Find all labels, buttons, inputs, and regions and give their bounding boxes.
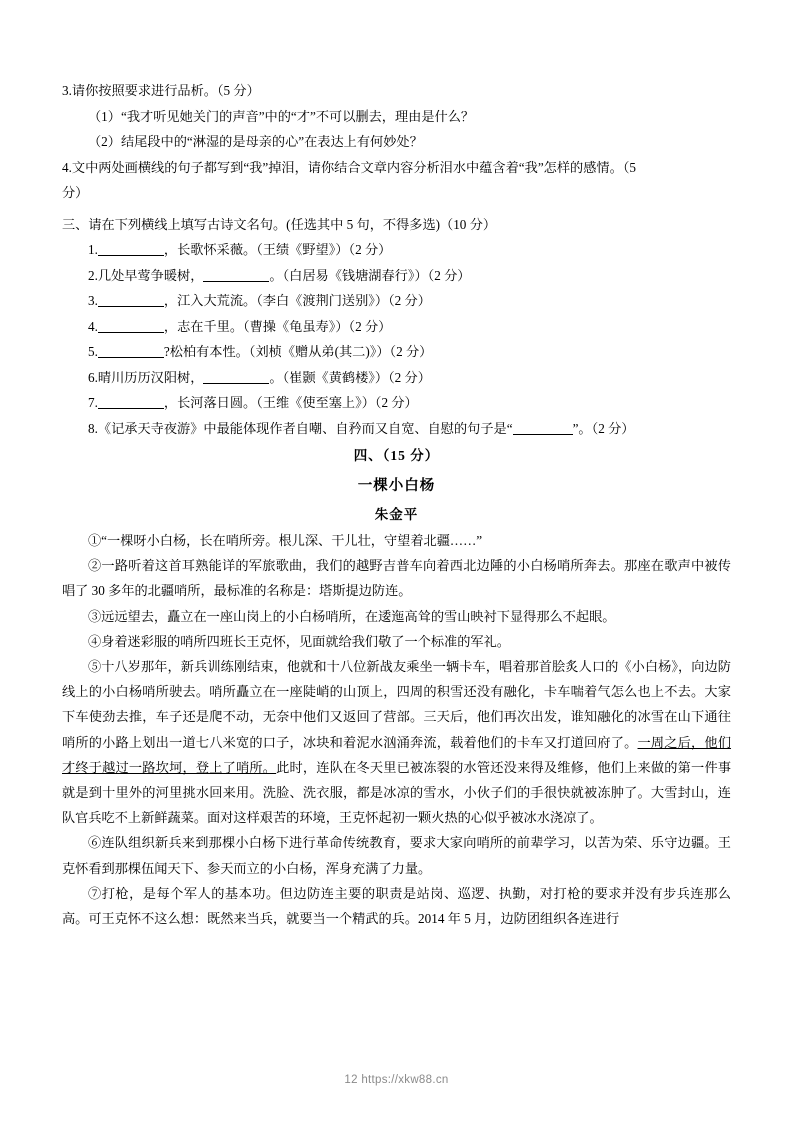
item-after: ，长歌怀采薇。（王绩《野望》）（2 分） — [163, 242, 392, 257]
item-before: 几处早莺争暖树， — [97, 267, 204, 283]
item-after: 。（崔颢《黄鹤楼》）（2 分） — [269, 369, 431, 385]
item-number: 7. — [88, 395, 98, 410]
list-item — [62, 314, 731, 340]
answer-blank[interactable] — [98, 357, 164, 358]
item-number: 6. — [88, 369, 98, 385]
list-item — [62, 263, 731, 289]
paragraph-4: ④身着迷彩服的哨所四班长王克怀，见面就给我们敬了一个标准的军礼。 — [88, 633, 510, 649]
paragraph-7: ⑦打枪，是每个军人的基本功。但边防连主要的职责是站岗、巡逻、执勤，对打枪的要求并没有步兵连那么高。可王克怀不这么想：既然来当兵，就要当一个精武的兵。2014 年 5 月，边防团组织各连进行 — [62, 885, 731, 927]
page-footer — [0, 1074, 793, 1086]
answer-blank[interactable] — [513, 434, 573, 435]
answer-blank[interactable] — [98, 255, 164, 256]
item-after: ，江入大荒流。（李白《渡荆门送别》）（2 分） — [163, 293, 431, 308]
list-item — [62, 365, 731, 391]
item-after: ，志在千里。（曹操《龟虽寿》）（2 分） — [163, 318, 392, 334]
answer-blank[interactable] — [98, 408, 164, 409]
section-four-heading: 四、（15 分） — [353, 448, 440, 463]
paragraph-3: ③远远望去，矗立在一座山岗上的小白杨哨所，在逶迤高耸的雪山映衬下显得那么不起眼。 — [88, 608, 616, 624]
item-after: ”。（2 分） — [572, 420, 635, 436]
paragraph-1: ①“一棵呀小白杨，长在哨所旁。根儿深、干儿壮，守望着北疆……” — [88, 533, 483, 548]
list-item — [62, 390, 731, 416]
item-number: 5. — [88, 344, 98, 359]
question-3: 3.请你按照要求进行品析。（5 分） — [62, 83, 260, 98]
list-item — [62, 237, 731, 263]
item-number: 8. — [88, 420, 98, 436]
question-3-2: （2）结尾段中的“淋湿的是母亲的心”在表达上有何妙处？ — [88, 134, 423, 149]
list-item — [62, 339, 731, 365]
item-number: 2. — [88, 267, 98, 283]
section-three-heading: 三、请在下列横线上填写古诗文名句。(任选其中 5 句，不得多选)（10 分） — [62, 216, 497, 232]
question-3-1: （1）“我才听见她关门的声音”中的“才”不可以删去，理由是什么？ — [88, 108, 475, 124]
item-number: 1. — [88, 242, 98, 257]
answer-blank[interactable] — [98, 332, 164, 333]
answer-blank[interactable] — [203, 281, 269, 282]
item-before: 晴川历历汉阳树， — [97, 369, 204, 385]
paragraph-6: ⑥连队组织新兵来到那棵小白杨下进行革命传统教育，要求大家向哨所的前辈学习，以苦为荣、乐守边疆。王克怀看到那棵伍闻天下、参天而立的小白杨，浑身充满了力量。 — [62, 835, 731, 876]
question-4: 4.文中两处画横线的句子都写到“我”掉泪，请你结合文章内容分析泪水中蕴含着“我”怎样的感情。（5 — [62, 159, 636, 175]
paragraph-5: ⑤十八岁那年，新兵训练刚结束，他就和十八位新战友乘坐一辆卡车，唱着那首脍炙人口的《小白杨》，向边防线上的小白杨哨所驶去。哨所矗立在一座陡峭的山顶上，四周的积雪还没有融化，卡车喘着气怎么也上不去。大家下车使劲去推，车子还是爬不动，无奈中他们又返回了营部。三天后，他们再次出发，谁知融化的冰雪在山下通往哨所的小路上划出一道七八米宽的口子，冰块和着泥水汹涌奔流，载着他们的卡车又打道回府了。一周之后，他们才终于越过一路坎坷，登上了哨所。此时，连队在冬天里已被冻裂的水管还没来得及维修，他们上来做的第一件事就是到十里外的河里挑水回来用。洗脸、洗衣服，都是冰凉的雪水，小伙子们的手很快就被冻肿了。大雪封山，连队官兵吃不上新鲜蔬菜。面对这样艰苦的环境，王克怀起初一颗火热的心似乎被冰水浇凉了。 — [62, 659, 732, 826]
list-item — [62, 288, 731, 314]
item-before: 《记承天寺夜游》中最能体现作者自嘲、自矜而又自宽、自慰的句子是“ — [97, 420, 513, 436]
page-number: 12 — [344, 1074, 358, 1086]
answer-blank[interactable] — [203, 383, 269, 384]
item-number: 4. — [88, 318, 98, 334]
answer-blank[interactable] — [98, 306, 164, 307]
paragraph-2: ②一路听着这首耳熟能详的军旅歌曲，我们的越野吉普车向着西北边陲的小白杨哨所奔去。那座在歌声中被传唱了 30 多年的北疆哨所，最标准的名称是：塔斯提边防连。 — [62, 558, 731, 599]
watermark-url: https://xkw88.cn — [361, 1074, 449, 1086]
item-number: 3. — [88, 293, 98, 308]
underlined-sentence: 一周之后，他们才终于越过一路坎坷，登上了哨所。 — [62, 734, 732, 775]
question-4-continued: 分） — [62, 185, 89, 200]
item-after: 。（白居易《钱塘湖春行》）（2 分） — [269, 267, 471, 283]
article-body — [62, 528, 731, 931]
item-after: ?松柏有本性。（刘桢《赠从弟(其二)》）（2 分） — [163, 344, 433, 359]
item-after: ，长河落日圆。（王维《使至塞上》）（2 分） — [163, 395, 418, 410]
article-title: 一棵小白杨 — [357, 478, 436, 494]
fill-in-blank-list — [62, 237, 731, 441]
article-author: 朱金平 — [374, 507, 419, 522]
list-item — [62, 416, 731, 442]
